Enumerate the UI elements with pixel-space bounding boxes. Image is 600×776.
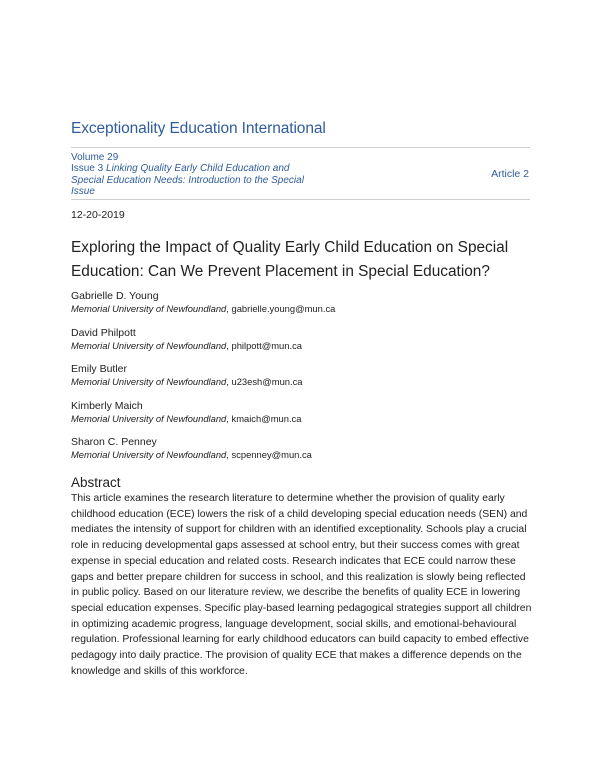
author-affiliation: [71, 449, 531, 461]
issue-link[interactable]: [71, 163, 311, 197]
divider-bottom: [71, 199, 530, 200]
author-name: Kimberly Maich: [71, 399, 143, 412]
author-affiliation: [71, 340, 531, 352]
author-email[interactable]: u23esh@mun.ca: [231, 376, 303, 387]
author-list: [71, 290, 531, 473]
article-title: Exploring the Impact of Quality Early Child Education on Special Education: Can We Prevent Placement in Special Education?: [71, 239, 509, 280]
issue-info[interactable]: [71, 152, 311, 197]
divider-top: [71, 147, 530, 148]
author-email[interactable]: kmaich@mun.ca: [231, 412, 302, 424]
author-entry: [71, 290, 531, 327]
author-institution: Memorial University of Newfoundland: [71, 449, 227, 460]
author-email[interactable]: scpenney@mun.ca: [231, 449, 312, 460]
author-name: Emily Butler: [71, 363, 128, 375]
author-email[interactable]: philpott@mun.ca: [231, 339, 302, 351]
author-institution: Memorial University of Newfoundland: [71, 376, 227, 387]
author-entry: [71, 363, 531, 400]
volume-link[interactable]: Volume 29: [71, 152, 119, 163]
author-institution: Memorial University of Newfoundland: [71, 412, 227, 424]
issue-title: Linking Quality Early Child Education and Special Education Needs: Introduction to the Special Issue: [71, 163, 304, 197]
abstract-text: This article examines the research literature to determine whether the provision of quality early childhood education (ECE) lowers the risk of a child developing special education needs (SEN) and mediates the intensity of support for children with an identified exceptionality. Schools play a crucial role in reducing developmental gaps assessed at school entry, but their success comes with great expense in special education and related costs. Research indicates that ECE could narrow these gaps and better prepare children for success in school, and this realization is slowly being reflected in public policy. Based on our literature review, we describe the benefits of quality ECE in lowering special education expenses. Specific play-based learning pedagogical strategies support all children in optimizing academic progress, language development, social skills, and emotional-behavioural regulation. Professional learning for early childhood educators can build capacity to embed effective pedagogy into daily practice. The provision of quality ECE that makes a difference depends on the knowledge and skills of this workforce.: [71, 493, 532, 677]
publication-date: 12-20-2019: [71, 209, 125, 221]
author-institution: Memorial University of Newfoundland: [71, 339, 227, 351]
author-affiliation: [71, 376, 531, 388]
author-institution: Memorial University of Newfoundland: [71, 303, 227, 314]
author-entry: [71, 400, 531, 437]
author-name: Gabrielle D. Young: [71, 290, 159, 302]
affiliation-separator: ,: [226, 339, 232, 351]
affiliation-separator: ,: [226, 449, 232, 460]
journal-title[interactable]: Exceptionality Education International: [71, 120, 326, 137]
affiliation-separator: ,: [226, 303, 232, 314]
abstract-heading: Abstract: [71, 475, 121, 490]
author-affiliation: [71, 303, 531, 315]
author-affiliation: [71, 413, 531, 425]
author-entry: [71, 327, 531, 364]
affiliation-separator: ,: [226, 412, 232, 424]
author-name: David Philpott: [71, 326, 136, 339]
author-email[interactable]: gabrielle.young@mun.ca: [231, 303, 336, 314]
article-number[interactable]: Article 2: [491, 168, 529, 180]
affiliation-separator: ,: [226, 376, 232, 387]
author-name: Sharon C. Penney: [71, 436, 157, 448]
issue-number: Issue 3: [71, 163, 107, 175]
author-entry: [71, 436, 531, 473]
